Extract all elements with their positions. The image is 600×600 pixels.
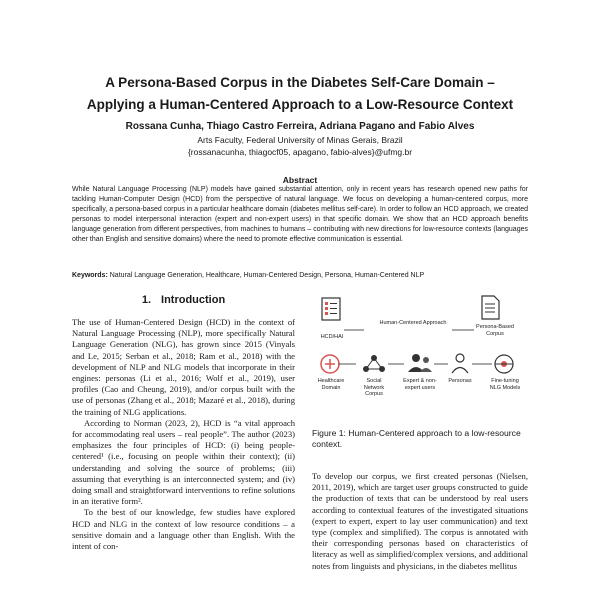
keywords-label: Keywords: bbox=[72, 272, 108, 279]
section-number: 1. bbox=[141, 294, 152, 306]
right-paragraph: To develop our corpus, we first created personas (Nielsen, 2011, 2019), which are target user groups constructed to guide the production of texts that can be understood by real users according to contextual features of the investigated situations (expert to expert, expert to lay user communication) and text type (complex and simplified). The corpus is annotated with their corresponding personas based on characteristics of literacy as well as simplified/complex versions, and additional notes from linguists and physicians, in the diabetes mellitus bbox=[312, 471, 528, 571]
abstract-body: While Natural Language Processing (NLP) models have gained substantial attention, only in recent years has research opened new paths for tackling Human-Computer Design (HCD) from the perspective of natural language. We focus on developing a human-centered corpus, more specifically, a persona-based corpus in a particular healthcare domain (diabetes mellitus self-care). In order to follow an HCD approach, we created personas to model interpersonal interaction (expert and non-expert users) in that specific domain. We show that an HCD approach benefits language generation from different perspectives, from machines to humans – contributing with new directions for low-resource contexts (languages other than English and sensitive domains) where the need to promote effective communication is essential. bbox=[72, 186, 528, 243]
affiliation-block bbox=[0, 134, 600, 158]
emails: {rossanacunha, thiagocf05, apagano, fabio-alves}@ufmg.br bbox=[187, 147, 413, 157]
paper-title bbox=[0, 72, 600, 116]
corpus-document-icon bbox=[482, 296, 499, 319]
label-social: Social Network Corpus bbox=[363, 378, 385, 397]
checklist-icon bbox=[322, 298, 340, 320]
section-title: Introduction bbox=[161, 294, 226, 306]
title-line-1: A Persona-Based Corpus in the Diabetes Self-Care Domain – bbox=[105, 75, 495, 90]
healthcare-icon bbox=[321, 355, 339, 373]
label-expert: Expert & non-expert users bbox=[403, 378, 437, 391]
label-finetuning-group bbox=[486, 378, 524, 391]
affiliation: Arts Faculty, Federal University of Minas Gerais, Brazil bbox=[197, 135, 403, 145]
title-line-2: Applying a Human-Centered Approach to a Low-Resource Context bbox=[86, 97, 514, 112]
label-hcd: HCD/HAI bbox=[320, 334, 344, 340]
intro-paragraph-2: According to Norman (2023, 2), HCD is “a vital approach for accommodating real users – real people”. The author (2023) emphasizes the four principles of HCD: (i) being people-centered¹ (i.e., focusing on people within their context); (ii) understanding and solving the source of problems; (iii) assuming that everything is an interconnected system; and (iv) doing small and straightforward interventions to refine solutions in an iterative form². bbox=[72, 417, 295, 507]
users-icon bbox=[408, 354, 432, 372]
authors: Rossana Cunha, Thiago Castro Ferreira, Adriana Pagano and Fabio Alves bbox=[125, 121, 475, 132]
keywords bbox=[72, 272, 542, 279]
section-heading bbox=[72, 294, 295, 306]
figure-diagram bbox=[312, 292, 528, 420]
label-models: NLG Models bbox=[489, 384, 521, 391]
left-column bbox=[72, 317, 295, 552]
persona-icon bbox=[452, 354, 468, 373]
label-domain: Healthcare Domain bbox=[317, 378, 345, 391]
figure-caption: Figure 1: Human-Centered approach to a low-resource context. bbox=[312, 428, 521, 450]
figure-1 bbox=[312, 292, 528, 420]
label-finetuning: Fine-tuning bbox=[491, 378, 519, 384]
model-network-icon bbox=[495, 355, 513, 373]
label-corpus: Persona-Based Corpus bbox=[476, 324, 514, 337]
intro-paragraph-3: To the best of our knowledge, few studies have explored HCD and NLG in the context of low resource conditions – a sensitive domain and a language other than English. With the intent of con- bbox=[72, 507, 295, 552]
label-approach: Human-Centered Approach bbox=[379, 320, 447, 326]
abstract-heading: Abstract bbox=[282, 175, 318, 185]
intro-paragraph-1: The use of Human-Centered Design (HCD) in the context of Natural Language Processing (NLP), more specifically Natural Language Generation (NLG), has grown since 2015 (Vinyals and Le, 2015; Serban et al., 2018; Ram et al., 2018) with the development of NLP and NLG models that incorporate in their engines: personas (Li et al., 2016; Wolf et al., 2019), user profiles (Cao and Cheung, 2019), and/or corpus built with the use of personas (Zhang et al., 2018; Mazaré et al., 2018), during the training of NLG applications. bbox=[72, 317, 295, 417]
social-network-icon bbox=[363, 355, 385, 372]
label-personas: Personas bbox=[448, 378, 472, 384]
right-column bbox=[312, 471, 528, 572]
keywords-text: Natural Language Generation, Healthcare, Human-Centered Design, Persona, Human-Centered NLP bbox=[109, 272, 425, 279]
